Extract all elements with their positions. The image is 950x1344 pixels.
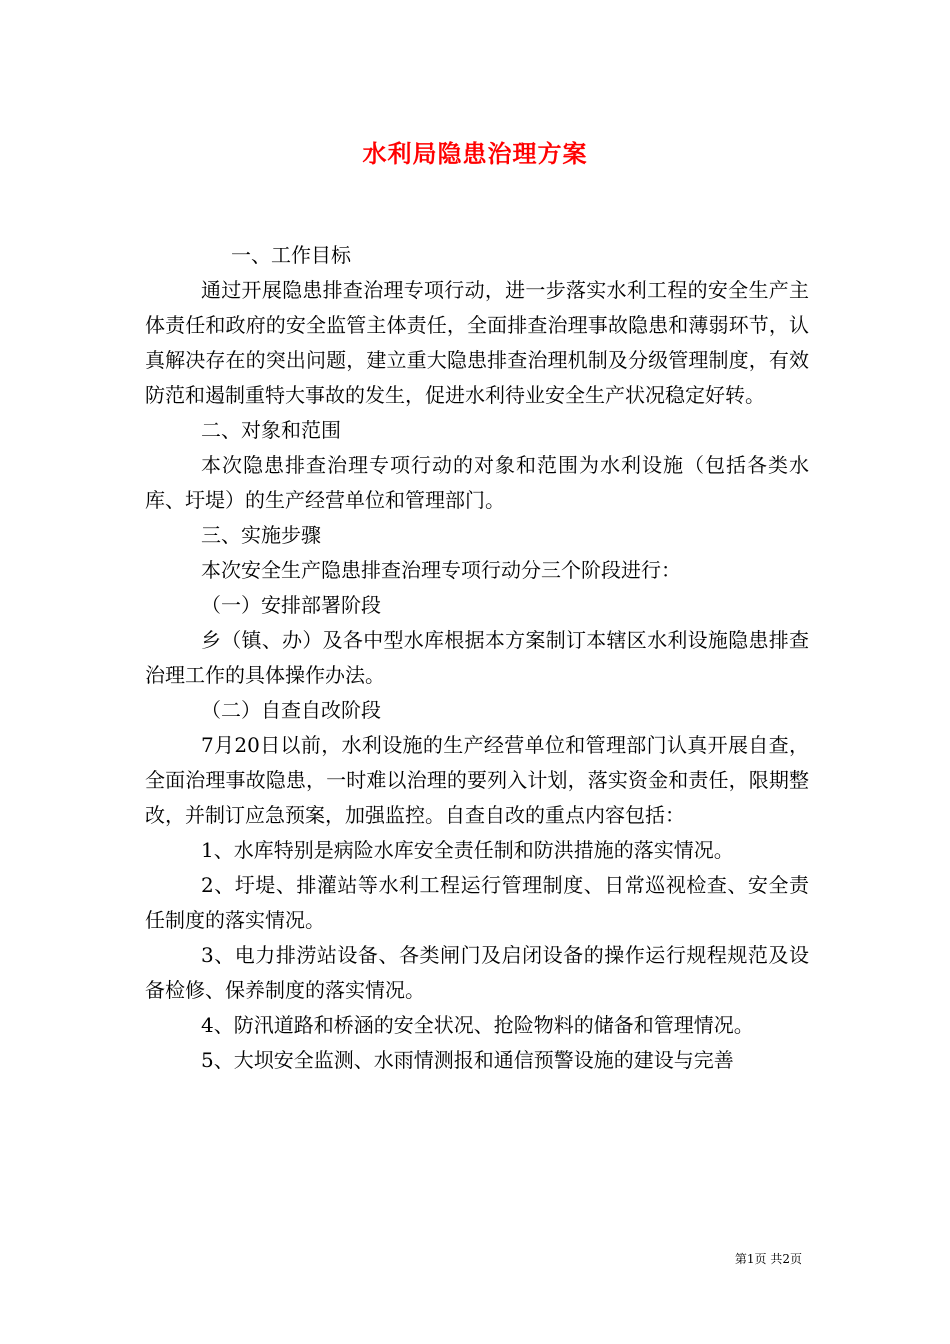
- document-body: [145, 238, 809, 1078]
- paragraph-scope: 本次隐患排查治理专项行动的对象和范围为水利设施（包括各类水库、圩堤）的生产经营单位和管理部门。: [145, 453, 809, 512]
- paragraph-deployment: 乡（镇、办）及各中型水库根据本方案制订本辖区水利设施隐患排查治理工作的具体操作办法。: [145, 628, 809, 687]
- page-footer: [735, 1250, 802, 1267]
- list-item-1: 1、水库特别是病险水库安全责任制和防洪措施的落实情况。: [201, 838, 734, 862]
- section-heading-scope: 二、对象和范围: [201, 418, 341, 442]
- subheading-deployment: （一）安排部署阶段: [201, 593, 381, 617]
- footer-total-pages: 2: [782, 1252, 790, 1266]
- document-title: 水利局隐患治理方案: [362, 139, 588, 168]
- footer-prefix: 第: [734, 1252, 747, 1266]
- paragraph-goals: 通过开展隐患排查治理专项行动，进一步落实水利工程的安全生产主体责任和政府的安全监管主体责任，全面排查治理事故隐患和薄弱环节，认真解决存在的突出问题，建立重大隐患排查治理机制及分级管理制度，有效防范和遏制重特大事故的发生，促进水利待业安全生产状况稳定好转。: [145, 278, 809, 407]
- footer-suffix: 页: [789, 1252, 802, 1266]
- list-item-5: 5、大坝安全监测、水雨情测报和通信预警设施的建设与完善: [201, 1048, 734, 1072]
- section-heading-goals: 一、工作目标: [231, 243, 351, 267]
- footer-middle: 页 共: [754, 1252, 783, 1266]
- paragraph-self-check: 7月20日以前，水利设施的生产经营单位和管理部门认真开展自查，全面治理事故隐患，一时难以治理的要列入计划，落实资金和责任，限期整改，并制订应急预案，加强监控。自查自改的重点内容包括：: [145, 733, 809, 827]
- footer-current-page: 1: [746, 1252, 755, 1266]
- list-item-3: 3、电力排涝站设备、各类闸门及启闭设备的操作运行规程规范及设备检修、保养制度的落实情况。: [145, 943, 809, 1002]
- list-item-2: 2、圩堤、排灌站等水利工程运行管理制度、日常巡视检查、安全责任制度的落实情况。: [145, 873, 809, 932]
- section-heading-steps: 三、实施步骤: [201, 523, 321, 547]
- subheading-self-check: （二）自查自改阶段: [201, 698, 381, 722]
- paragraph-steps-intro: 本次安全生产隐患排查治理专项行动分三个阶段进行：: [201, 558, 681, 582]
- list-item-4: 4、防汛道路和桥涵的安全状况、抢险物料的储备和管理情况。: [201, 1013, 754, 1037]
